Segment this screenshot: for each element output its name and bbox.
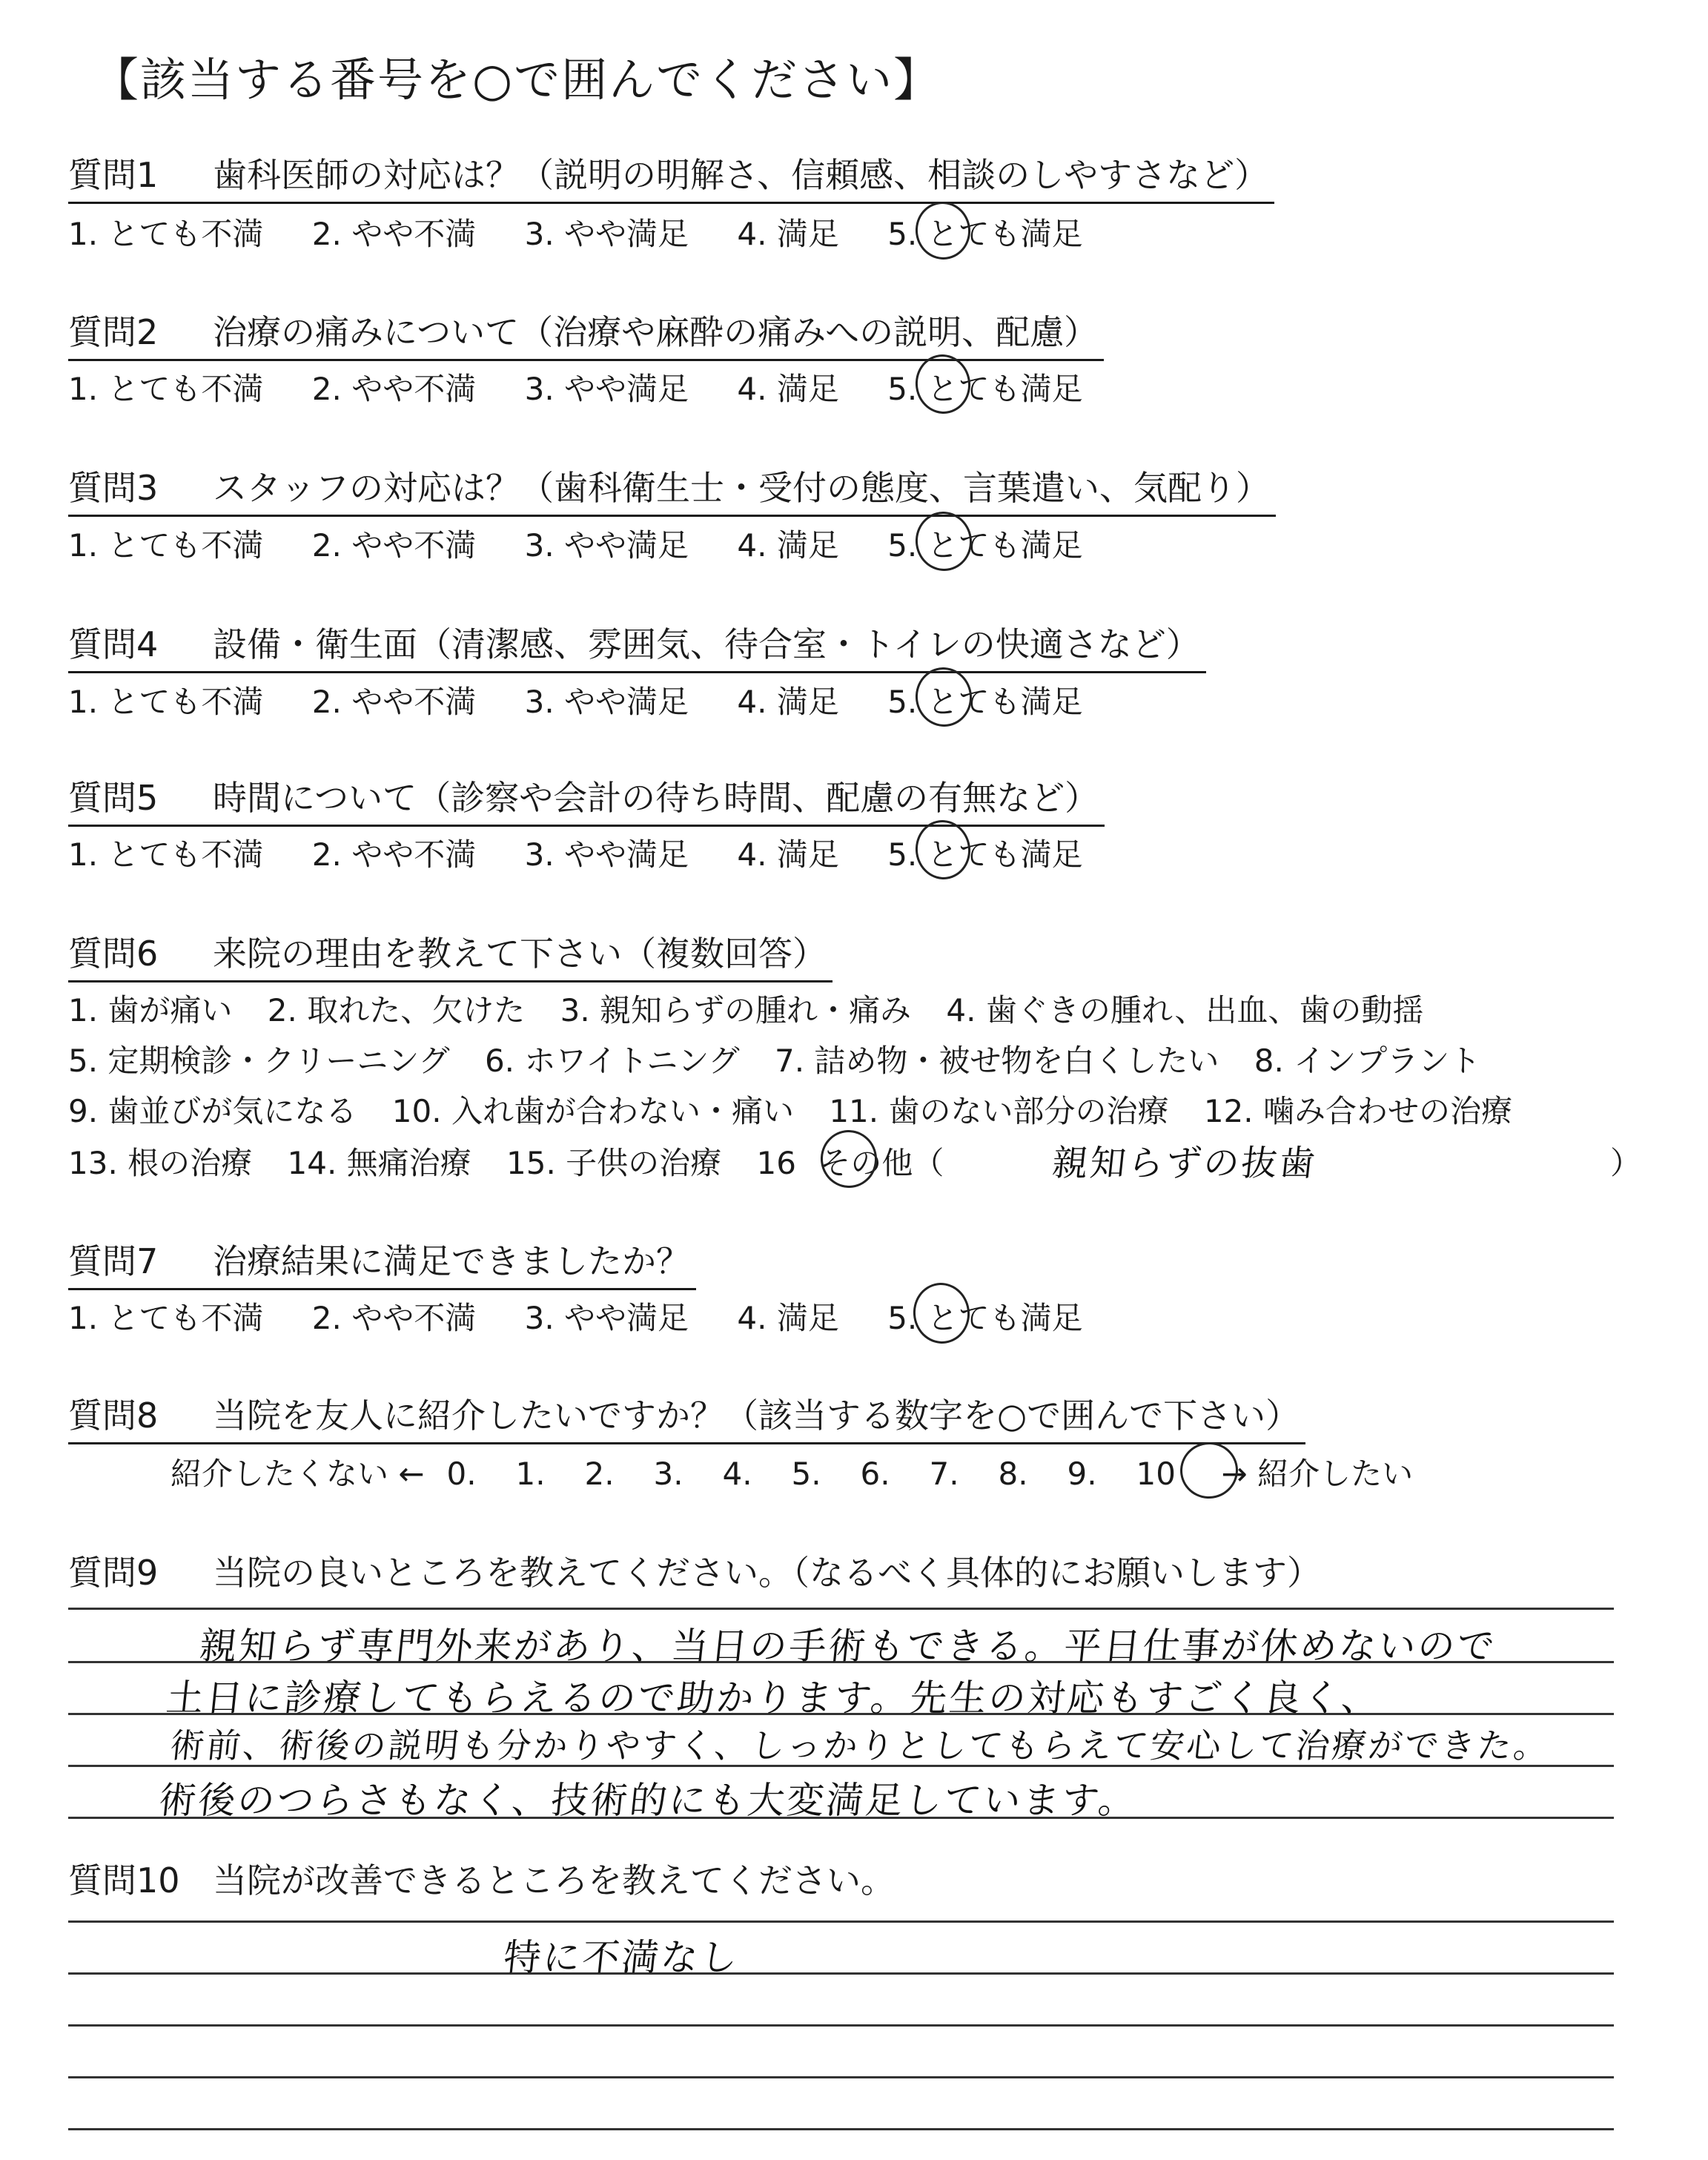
question-text: 歯科医師の対応は？（説明の明解さ、信頼感、相談のしやすさなど） (213, 155, 1269, 195)
rating-option-1[interactable]: 1. とても不満 (68, 684, 264, 720)
q9-answer-line-4[interactable]: 術後のつらさもなく、技術的にも大変満足しています。 (156, 1779, 1140, 1822)
question-text: 設備・衛生面（清潔感、雰囲気、待合室・トイレの快適さなど） (213, 624, 1200, 664)
rating-option-2[interactable]: 2. やや不満 (311, 216, 477, 252)
reason-option-2[interactable]: 2. 取れた、欠けた (267, 992, 526, 1028)
q9-answer-line-1[interactable]: 親知らず専門外来があり、当日の手術もできる。平日仕事が休めないので (197, 1625, 1499, 1668)
scale-left-label: 紹介したくない ← (171, 1456, 425, 1492)
rating-option-1[interactable]: 1. とても不満 (68, 836, 264, 873)
scale-value[interactable]: 1. (515, 1456, 546, 1492)
rating-option-3[interactable]: 3. やや満足 (524, 1300, 689, 1336)
reason-option-11[interactable]: 11. 歯のない部分の治療 (829, 1093, 1169, 1129)
reason-option-14[interactable]: 14. 無痛治療 (287, 1145, 471, 1181)
question-4-heading (68, 618, 1206, 673)
reason-option-15[interactable]: 15. 子供の治療 (506, 1145, 722, 1181)
scale-value[interactable]: 6. (860, 1456, 890, 1492)
reason-option-13[interactable]: 13. 根の治療 (68, 1145, 253, 1181)
reason-option-7[interactable]: 7. 詰め物・被せ物を白くしたい (774, 1043, 1219, 1079)
rating-option-2[interactable]: 2. やや不満 (311, 684, 477, 720)
scale-value[interactable]: 5. (791, 1456, 821, 1492)
rating-option-3[interactable]: 3. やや満足 (524, 684, 689, 720)
rating-option-3[interactable]: 3. やや満足 (524, 836, 689, 873)
question-label: 質問7 (68, 1241, 159, 1281)
reason-option-6[interactable]: 6. ホワイトニング (484, 1043, 740, 1079)
answer-line (68, 2076, 1614, 2078)
rating-option-4[interactable]: 4. 満足 (737, 836, 839, 873)
reason-option-8[interactable]: 8. インプラント (1254, 1043, 1481, 1079)
question-8-heading (68, 1389, 1305, 1444)
question-3-heading (68, 461, 1276, 517)
rating-option-4[interactable]: 4. 満足 (737, 527, 839, 564)
question-9-heading (68, 1546, 1327, 1599)
reason-other-label: その他（ (819, 1145, 944, 1181)
question-2-heading (68, 305, 1104, 361)
question-text: 治療の痛みについて（治療や麻酔の痛みへの説明、配慮） (213, 312, 1099, 352)
rating-option-5-selected[interactable]: 5. とても満足 (887, 371, 1083, 407)
rating-option-2[interactable]: 2. やや不満 (311, 1300, 477, 1336)
reason-option-4[interactable]: 4. 歯ぐきの腫れ、出血、歯の動揺 (946, 992, 1424, 1028)
reason-option-5[interactable]: 5. 定期検診・クリーニング (68, 1043, 450, 1079)
reason-option-16-selected[interactable]: 16 (756, 1145, 796, 1181)
other-reason-answer[interactable]: 親知らずの抜歯 (1050, 1143, 1320, 1184)
rating-option-4[interactable]: 4. 満足 (737, 371, 839, 407)
rating-option-3[interactable]: 3. やや満足 (524, 527, 689, 564)
answer-line (68, 2128, 1614, 2130)
question-label: 質問1 (68, 155, 159, 195)
question-6-row-4 (68, 1139, 944, 1183)
rating-option-2[interactable]: 2. やや不満 (311, 371, 477, 407)
scale-value[interactable]: 2. (584, 1456, 615, 1492)
question-6-row-3 (68, 1087, 1537, 1132)
rating-option-4[interactable]: 4. 満足 (737, 1300, 839, 1336)
q9-answer-line-2[interactable]: 土日に診療してもらえるので助かります。先生の対応もすごく良く、 (164, 1677, 1383, 1720)
rating-option-4[interactable]: 4. 満足 (737, 216, 839, 252)
rating-option-1[interactable]: 1. とても不満 (68, 216, 264, 252)
scale-value-selected[interactable]: 10 (1136, 1456, 1176, 1492)
question-10-heading (68, 1854, 901, 1907)
reason-option-10[interactable]: 10. 入れ歯が合わない・痛い (391, 1093, 794, 1129)
question-label: 質問3 (68, 468, 159, 508)
scale-value[interactable]: 8. (998, 1456, 1028, 1492)
rating-option-3[interactable]: 3. やや満足 (524, 216, 689, 252)
question-text: 治療結果に満足できましたか？ (213, 1241, 690, 1281)
reason-option-3[interactable]: 3. 親知らずの腫れ・痛み (560, 992, 912, 1028)
answer-line (68, 1920, 1614, 1923)
scale-value[interactable]: 0. (446, 1456, 477, 1492)
rating-option-5-selected[interactable]: 5. とても満足 (887, 527, 1083, 564)
question-6-row-2 (68, 1037, 1506, 1081)
question-5-heading (68, 771, 1105, 827)
reason-other-close: ） (1610, 1145, 1642, 1181)
answer-line (68, 2024, 1614, 2027)
rating-option-5-selected[interactable]: 5. とても満足 (887, 1300, 1083, 1336)
question-label: 質問8 (68, 1396, 159, 1436)
reason-option-12[interactable]: 12. 噛み合わせの治療 (1203, 1093, 1512, 1129)
question-label: 質問5 (68, 778, 159, 818)
rating-option-1[interactable]: 1. とても不満 (68, 527, 264, 564)
question-6-heading (68, 927, 833, 982)
answer-line (68, 1972, 1614, 1975)
rating-option-1[interactable]: 1. とても不満 (68, 371, 264, 407)
rating-option-5-selected[interactable]: 5. とても満足 (887, 684, 1083, 720)
scale-right-label: → 紹介したい (1221, 1456, 1414, 1492)
reason-option-1[interactable]: 1. 歯が痛い (68, 992, 233, 1028)
question-text: 当院の良いところを教えてください。（なるべく具体的にお願いします） (213, 1553, 1321, 1593)
rating-option-5-selected[interactable]: 5. とても満足 (887, 836, 1083, 873)
question-text: 当院が改善できるところを教えてください。 (213, 1860, 895, 1900)
question-label: 質問2 (68, 312, 159, 352)
answer-line (68, 1608, 1614, 1610)
rating-option-1[interactable]: 1. とても不満 (68, 1300, 264, 1336)
question-text: 当院を友人に紹介したいですか？（該当する数字を○で囲んで下さい） (213, 1396, 1300, 1436)
question-label: 質問4 (68, 624, 159, 664)
scale-value[interactable]: 4. (722, 1456, 752, 1492)
question-1-heading (68, 148, 1274, 204)
question-text: 来院の理由を教えて下さい（複数回答） (213, 934, 827, 974)
scale-value[interactable]: 3. (653, 1456, 683, 1492)
question-label: 質問9 (68, 1553, 159, 1593)
question-text: スタッフの対応は？（歯科衛生士・受付の態度、言葉遣い、気配り） (213, 468, 1270, 508)
scale-value[interactable]: 9. (1067, 1456, 1097, 1492)
reason-option-9[interactable]: 9. 歯並びが気になる (68, 1093, 357, 1129)
rating-option-3[interactable]: 3. やや満足 (524, 371, 689, 407)
rating-option-5-selected[interactable]: 5. とても満足 (887, 216, 1083, 252)
question-label: 質問10 (68, 1860, 180, 1900)
question-7-heading (68, 1235, 696, 1290)
rating-option-4[interactable]: 4. 満足 (737, 684, 839, 720)
question-text: 時間について（診察や会計の待ち時間、配慮の有無など） (213, 778, 1099, 818)
question-label: 質問6 (68, 934, 159, 974)
q10-answer[interactable]: 特に不満なし (501, 1936, 742, 1979)
rating-option-2[interactable]: 2. やや不満 (311, 527, 477, 564)
rating-option-2[interactable]: 2. やや不満 (311, 836, 477, 873)
question-6-row-1 (68, 986, 1449, 1031)
page-title: 【該当する番号を○で囲んでください】 (93, 53, 941, 107)
scale-value[interactable]: 7. (929, 1456, 959, 1492)
q9-answer-line-3[interactable]: 術前、術後の説明も分かりやすく、しっかりとしてもらえて安心して治療ができた。 (168, 1725, 1552, 1766)
